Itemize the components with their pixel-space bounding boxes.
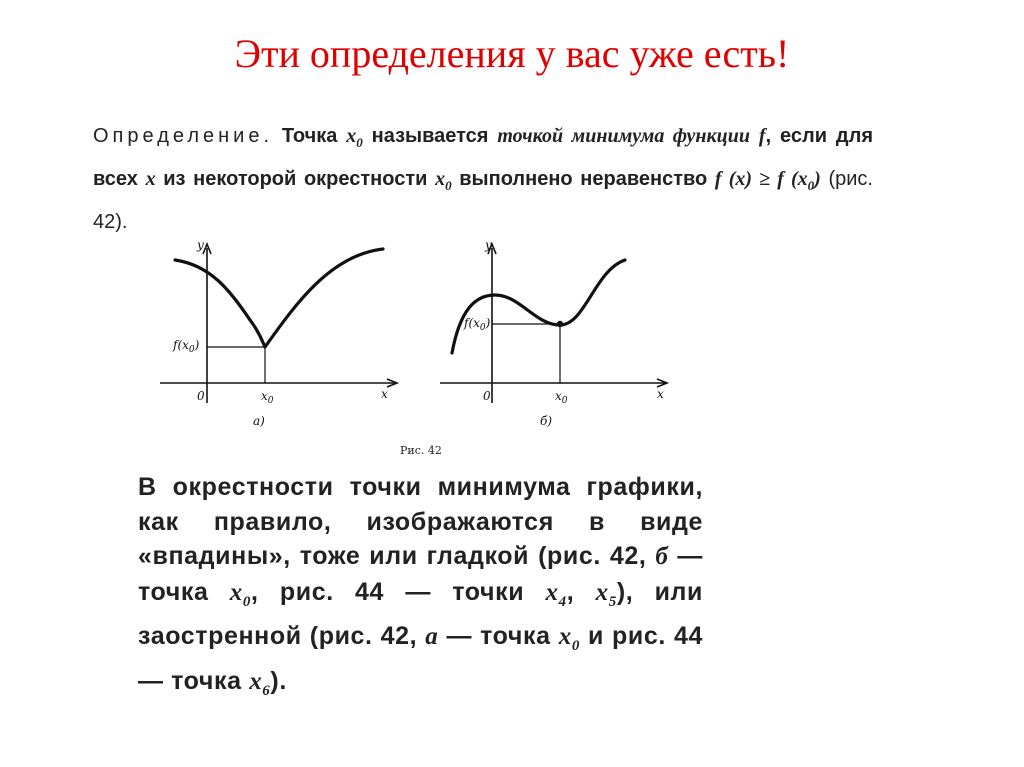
definition-part: выполнено неравенство	[451, 168, 715, 190]
letter-b: б	[655, 543, 669, 570]
var-x0: $x_0$	[229, 578, 252, 610]
definition-part: из некоторой окрестности	[155, 168, 436, 190]
letter-a: а	[425, 623, 439, 650]
var-x6: $x_6$	[249, 667, 271, 699]
function-curve-b	[452, 260, 625, 353]
var-x5: $x_5$	[595, 578, 617, 610]
inequality: f (x) ≥ f $(x_0)$	[714, 168, 821, 193]
var-f: f	[758, 125, 766, 147]
figure-42	[155, 235, 685, 465]
graph-b	[440, 238, 667, 428]
var-x0: $x_0$	[558, 623, 580, 654]
fx0-label: $f(x_0)$	[464, 316, 491, 333]
definition-term: Определение.	[93, 125, 274, 147]
x0-label: $x_0$	[261, 389, 274, 406]
definition-part: Точка	[273, 125, 347, 147]
x-label: x	[381, 387, 388, 401]
definition-emphasis: точкой минимума функции	[497, 125, 750, 147]
origin-label: 0	[197, 389, 205, 403]
var-x0: $x_0$	[346, 125, 363, 150]
paragraph-text	[138, 470, 703, 708]
x0-label: $x_0$	[555, 389, 568, 406]
paragraph-part: ), или заостренной (рис. 42,	[138, 577, 704, 650]
figure-reference: (рис. 42).	[93, 168, 873, 233]
definition-part: , если для всех	[93, 125, 874, 190]
definition-text	[93, 118, 873, 240]
caption-b: б)	[540, 414, 553, 428]
paragraph-part: , рис. 44 — точки	[251, 577, 546, 606]
slide-title: Эти определения у вас уже есть!	[234, 31, 790, 76]
paragraph-part: ,	[566, 577, 596, 606]
y-label: y	[485, 238, 492, 252]
origin-label: 0	[483, 389, 491, 403]
fx0-label: $f(x_0)$	[173, 338, 200, 355]
graph-a	[160, 238, 397, 428]
caption-a: а)	[253, 414, 265, 428]
function-curve-a	[175, 249, 383, 347]
paragraph-part: — точка	[138, 542, 703, 606]
var-x: x	[145, 168, 156, 190]
y-label: y	[197, 238, 204, 252]
paragraph-part: ).	[270, 666, 287, 695]
paragraph-part: и рис. 44— точка	[138, 622, 703, 695]
definition-part: называется	[362, 125, 498, 147]
figure-caption: Рис. 42	[400, 444, 442, 457]
paragraph-part: — точка	[438, 622, 559, 650]
figure-42-graphs	[155, 235, 685, 465]
paragraph-part: В окрестности точки минимума графики, как правило, изображаются в виде «впадины», тоже или гладкой (рис. 42,	[138, 473, 703, 570]
var-x0: $x_0$	[435, 168, 452, 193]
var-x4: $x_4$	[545, 578, 567, 610]
x-label: x	[657, 387, 664, 401]
